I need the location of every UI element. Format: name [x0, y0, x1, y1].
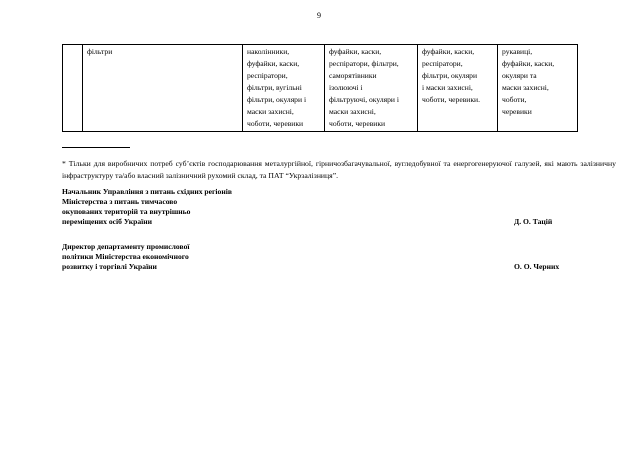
- signatory-title-line: розвитку і торгівлі України: [62, 262, 157, 271]
- signatory-name: О. О. Черних: [514, 262, 560, 271]
- table-cell-name: фільтри: [83, 45, 243, 132]
- page-number: 9: [317, 11, 321, 20]
- signatory-name: Д. О. Тацій: [514, 217, 553, 226]
- equipment-table: [62, 44, 578, 132]
- signatory-title-line: Міністерства з питань тимчасово: [62, 197, 178, 206]
- table-row: [63, 45, 578, 132]
- signatory-title-line: політики Міністерства економічного: [62, 252, 189, 261]
- signatory-title-line: Начальник Управління з питань східних регіонів: [62, 187, 232, 196]
- table-cell-number: [63, 45, 83, 132]
- signature-block-1: [62, 187, 632, 227]
- signatory-title-line: переміщених осіб України: [62, 217, 153, 226]
- signatory-title-line: Директор департаменту промислової: [62, 242, 190, 251]
- signatory-title-line: окупованих територій та внутрішньо: [62, 207, 191, 216]
- signature-block-2: [62, 242, 632, 272]
- table-cell-col3: наколінники, фуфайки, каски, респіратори, фільтри, вугільні фільтри, окуляри і маски захисні, чоботи, черевики: [243, 45, 325, 132]
- table-cell-col6: рукавиці, фуфайки, каски, окуляри та маски захисні, чоботи, черевики: [498, 45, 578, 132]
- footnote-text: * Тільки для виробничих потреб суб’єктів господарювання металургійної, гірничозбагачувальної, вугледобувної та енергогенеруючої галузей, які мають залізничну інфраструктуру та/або власний залізничний рухомий склад, та ПАТ “Укрзалізниця”.: [62, 159, 616, 180]
- table-cell-col5: фуфайки, каски, респіратори, фільтри, окуляри і маски захисні, чоботи, черевики.: [418, 45, 498, 132]
- table-cell-col4: фуфайки, каски, респіратори, фільтри, саморятівники ізолюючі і фільтруючі, окуляри і маски захисні, чоботи, черевики: [325, 45, 418, 132]
- footnote-divider: [62, 147, 130, 148]
